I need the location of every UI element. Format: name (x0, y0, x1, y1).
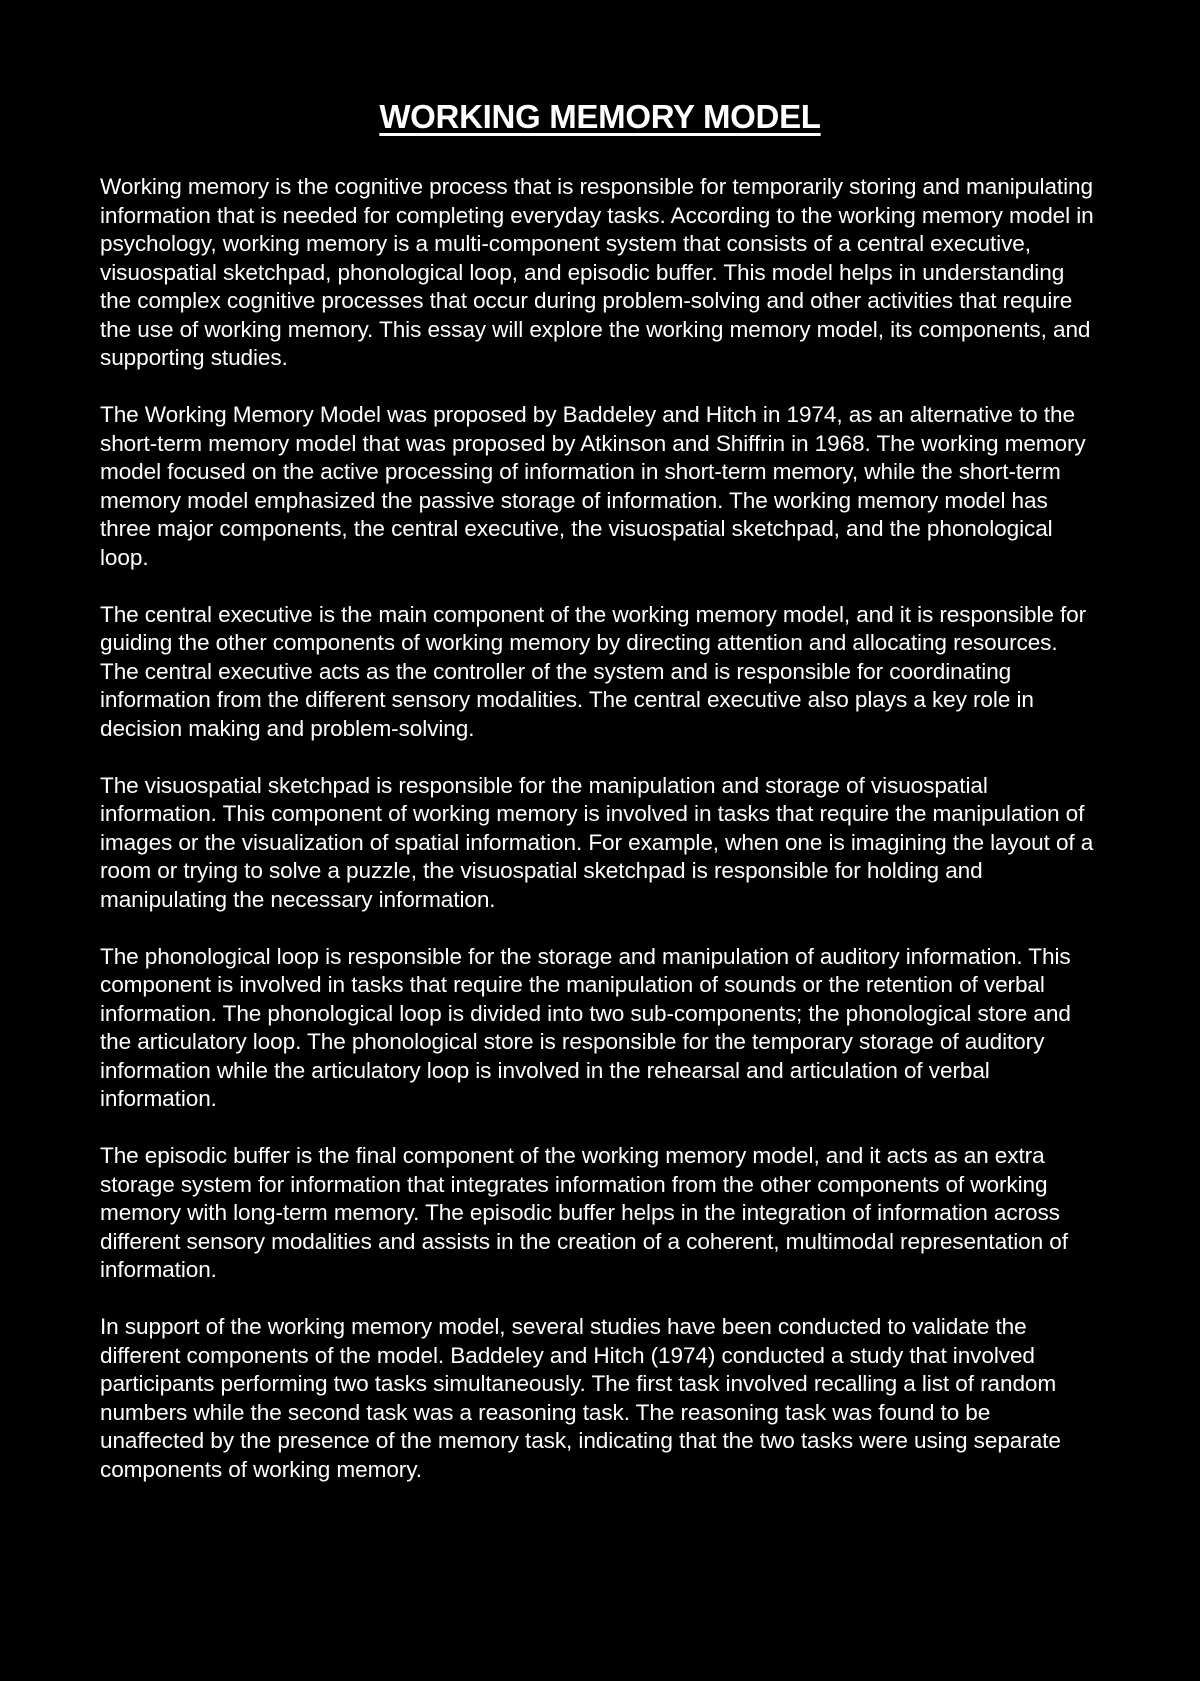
paragraph-supporting-studies: In support of the working memory model, several studies have been conducted to validate the different components of the model. Baddeley and Hitch (1974) conducted a study that involved participants performing two tasks simultaneously. The first task involved recalling a list of random numbers while the second task was a reasoning task. The reasoning task was found to be unaffected by the presence of the memory task, indicating that the two tasks were using separate components of working memory. (100, 1314, 1061, 1482)
document-title: WORKING MEMORY MODEL (379, 98, 821, 135)
paragraph-episodic-buffer: The episodic buffer is the final component of the working memory model, and it acts as an extra storage system for information that integrates information from the other components of working memory with long-term memory. The episodic buffer helps in the integration of information across different sensory modalities and assists in the creation of a coherent, multimodal representation of information. (100, 1143, 1068, 1282)
paragraph-visuospatial-sketchpad: The visuospatial sketchpad is responsible for the manipulation and storage of visuospatial information. This component of working memory is involved in tasks that require the manipulation of images or the visualization of spatial information. For example, when one is imagining the layout of a room or trying to solve a puzzle, the visuospatial sketchpad is responsible for holding and manipulating the necessary information. (100, 772, 1094, 912)
paragraph-intro: Working memory is the cognitive process that is responsible for temporarily storing and manipulating information that is needed for completing everyday tasks. According to the working memory model in psychology, working memory is a multi-component system that consists of a central executive, visuospatial sketchpad, phonological loop, and episodic buffer. This model helps in understanding the complex cognitive processes that occur during problem-solving and other activities that require the use of working memory. This essay will explore the working memory model, its components, and supporting studies. (100, 174, 1094, 370)
paragraph-phonological-loop: The phonological loop is responsible for the storage and manipulation of auditory information. This component is involved in tasks that require the manipulation of sounds or the retention of verbal information. The phonological loop is divided into two sub-components; the phonological store and the articulatory loop. The phonological store is responsible for the temporary storage of auditory information while the articulatory loop is involved in the rehearsal and articulation of verbal information. (100, 943, 1071, 1111)
paragraph-history: The Working Memory Model was proposed by Baddeley and Hitch in 1974, as an alternative to the short-term memory model that was proposed by Atkinson and Shiffrin in 1968. The working memory model focused on the active processing of information in short-term memory, while the short-term memory model emphasized the passive storage of information. The working memory model has three major components, the central executive, the visuospatial sketchpad, and the phonological loop. (100, 402, 1086, 570)
paragraph-central-executive: The central executive is the main component of the working memory model, and it is responsible for guiding the other components of working memory by directing attention and allocating resources. The central executive acts as the controller of the system and is responsible for coordinating information from the different sensory modalities. The central executive also plays a key role in decision making and problem-solving. (100, 601, 1087, 741)
document-page (100, 95, 1100, 1513)
